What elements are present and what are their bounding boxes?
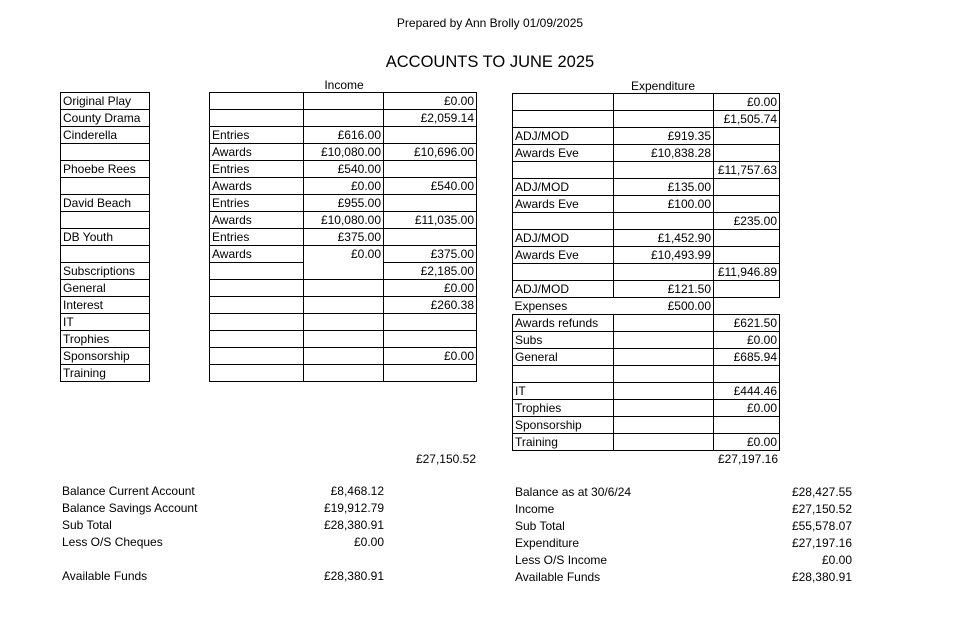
expenditure-row [513, 315, 780, 332]
page-title: ACCOUNTS TO JUNE 2025 [385, 53, 595, 71]
balance-left-row [62, 535, 384, 552]
income-type-cell [210, 314, 304, 331]
income-total-cell [384, 314, 477, 331]
category-cell [61, 246, 150, 263]
category-row [61, 263, 150, 280]
expenditure-total-cell: £0.00 [714, 332, 780, 349]
income-amount-cell [304, 110, 384, 127]
category-cell: Cinderella [61, 127, 150, 144]
category-row [61, 212, 150, 229]
expenditure-total-cell [714, 417, 780, 434]
category-cell: David Beach [61, 195, 150, 212]
category-row [61, 348, 150, 365]
income-row [210, 246, 477, 263]
expenditure-row [513, 145, 780, 162]
income-amount-cell: £955.00 [304, 195, 384, 212]
expenditure-label-cell: IT [513, 383, 614, 400]
category-cell: Subscriptions [61, 263, 150, 280]
category-row [61, 297, 150, 314]
expenditure-total-cell [714, 366, 780, 383]
income-type-cell [210, 110, 304, 127]
expenditure-total-cell [714, 230, 780, 247]
income-total-cell: £540.00 [384, 178, 477, 195]
expenditure-row [513, 179, 780, 196]
balance-left-value: £28,380.91 [323, 569, 384, 583]
expenditure-total-cell: £11,946.89 [714, 264, 780, 281]
category-row [61, 229, 150, 246]
income-amount-cell [304, 365, 384, 382]
expenditure-label-cell: Sponsorship [513, 417, 614, 434]
expenditure-row [513, 298, 780, 315]
expenditure-total-cell: £0.00 [714, 94, 780, 111]
category-row [61, 110, 150, 127]
balance-left-row [62, 518, 384, 535]
expenditure-label-cell: Awards Eve [513, 145, 614, 162]
expenditure-total-cell [714, 298, 780, 315]
expenditure-label-cell [513, 213, 614, 230]
expenditure-row [513, 349, 780, 366]
expenditure-row [513, 128, 780, 145]
expenditure-amount-cell [614, 213, 714, 230]
expenditure-amount-cell [614, 400, 714, 417]
income-type-cell [210, 93, 304, 110]
income-amount-cell: £10,080.00 [304, 212, 384, 229]
income-row [210, 365, 477, 382]
income-row [210, 144, 477, 161]
income-type-cell [210, 365, 304, 382]
expenditure-amount-cell: £121.50 [614, 281, 714, 298]
expenditure-label-cell [513, 264, 614, 281]
category-cell: DB Youth [61, 229, 150, 246]
expenditure-amount-cell: £500.00 [614, 298, 714, 315]
expenditure-label-cell [513, 111, 614, 128]
expenditure-row [513, 162, 780, 179]
expenditure-total-cell: £0.00 [714, 434, 780, 451]
income-row [210, 280, 477, 297]
balance-left-row [62, 501, 384, 518]
income-total-cell: £10,696.00 [384, 144, 477, 161]
income-row [210, 297, 477, 314]
expenditure-row [513, 366, 780, 383]
category-row [61, 280, 150, 297]
category-row [61, 144, 150, 161]
income-total-cell: £2,185.00 [384, 263, 477, 280]
income-amount-cell [304, 314, 384, 331]
expenditure-row [513, 94, 780, 111]
income-total-cell [384, 127, 477, 144]
expenditure-total-cell: £0.00 [714, 400, 780, 417]
category-row [61, 178, 150, 195]
balance-summary-left [62, 484, 384, 586]
income-total-cell [384, 229, 477, 246]
prepared-by: Prepared by Ann Brolly 01/09/2025 [396, 16, 584, 30]
expenditure-total-cell: £685.94 [714, 349, 780, 366]
expenditure-row [513, 400, 780, 417]
income-total-cell [384, 331, 477, 348]
expenditure-amount-cell [614, 111, 714, 128]
expenditure-amount-cell: £10,493.99 [614, 247, 714, 264]
income-row [210, 195, 477, 212]
balance-right-value: £0.00 [821, 553, 852, 567]
income-type-cell [210, 263, 304, 280]
balance-right-row [515, 536, 852, 553]
expenditure-total-cell: £444.46 [714, 383, 780, 400]
income-type-cell: Entries [210, 195, 304, 212]
income-grand-total: £27,150.52 [415, 452, 476, 466]
balance-left-value: £8,468.12 [330, 484, 384, 498]
income-category-table [60, 92, 150, 382]
category-cell: Phoebe Rees [61, 161, 150, 178]
category-row [61, 246, 150, 263]
expenditure-row [513, 417, 780, 434]
income-total-cell [384, 195, 477, 212]
income-heading: Income [324, 78, 364, 92]
expenditure-row [513, 230, 780, 247]
balance-right-value: £55,578.07 [791, 519, 852, 533]
expenditure-label-cell: Awards refunds [513, 315, 614, 332]
income-row [210, 93, 477, 110]
income-amount-cell: £375.00 [304, 229, 384, 246]
balance-summary-right [515, 485, 852, 587]
income-type-cell [210, 348, 304, 365]
income-row [210, 178, 477, 195]
income-type-cell [210, 331, 304, 348]
income-type-cell [210, 280, 304, 297]
expenditure-table [512, 93, 780, 451]
expenditure-label-cell: General [513, 349, 614, 366]
income-type-cell: Entries [210, 161, 304, 178]
expenditure-amount-cell [614, 332, 714, 349]
balance-left-value: £28,380.91 [323, 518, 384, 532]
balance-right-row [515, 519, 852, 536]
income-row [210, 348, 477, 365]
category-cell: IT [61, 314, 150, 331]
income-row [210, 161, 477, 178]
category-cell [61, 212, 150, 229]
income-type-cell: Entries [210, 127, 304, 144]
expenditure-label-cell [513, 162, 614, 179]
income-type-cell: Awards [210, 144, 304, 161]
income-amount-cell [304, 280, 384, 297]
expenditure-label-cell [513, 94, 614, 111]
expenditure-total-cell [714, 179, 780, 196]
expenditure-amount-cell: £100.00 [614, 196, 714, 213]
income-amount-cell [304, 331, 384, 348]
expenditure-amount-cell [614, 366, 714, 383]
category-cell: Trophies [61, 331, 150, 348]
expenditure-heading: Expenditure [630, 79, 696, 93]
expenditure-label-cell: ADJ/MOD [513, 230, 614, 247]
expenditure-row [513, 434, 780, 451]
expenditure-row [513, 111, 780, 128]
expenditure-amount-cell [614, 349, 714, 366]
expenditure-amount-cell [614, 264, 714, 281]
expenditure-row [513, 383, 780, 400]
category-cell: County Drama [61, 110, 150, 127]
expenditure-label-cell: Expenses [513, 298, 614, 315]
expenditure-label-cell: Trophies [513, 400, 614, 417]
balance-left-row [62, 569, 384, 586]
expenditure-amount-cell [614, 94, 714, 111]
income-type-cell: Awards [210, 212, 304, 229]
expenditure-amount-cell [614, 383, 714, 400]
income-amount-cell [304, 297, 384, 314]
income-total-cell: £0.00 [384, 280, 477, 297]
expenditure-amount-cell [614, 434, 714, 451]
category-cell [61, 178, 150, 195]
expenditure-row [513, 281, 780, 298]
category-row [61, 127, 150, 144]
category-row [61, 331, 150, 348]
balance-right-label: Available Funds [515, 570, 601, 584]
income-total-cell [384, 365, 477, 382]
balance-right-row [515, 502, 852, 519]
expenditure-label-cell: ADJ/MOD [513, 281, 614, 298]
category-row [61, 314, 150, 331]
income-total-cell: £375.00 [384, 246, 477, 263]
expenditure-label-cell: ADJ/MOD [513, 128, 614, 145]
expenditure-total-cell: £621.50 [714, 315, 780, 332]
expenditure-amount-cell: £10,838.28 [614, 145, 714, 162]
category-cell: Sponsorship [61, 348, 150, 365]
expenditure-total-cell: £1,505.74 [714, 111, 780, 128]
income-row [210, 110, 477, 127]
balance-right-label: Balance as at 30/6/24 [515, 485, 632, 499]
income-row [210, 331, 477, 348]
income-row [210, 127, 477, 144]
balance-right-row [515, 570, 852, 587]
category-cell: Training [61, 365, 150, 382]
expenditure-total-cell [714, 247, 780, 264]
income-type-cell: Awards [210, 246, 304, 263]
balance-left-label: Available Funds [62, 569, 148, 583]
income-total-cell [384, 161, 477, 178]
income-row [210, 314, 477, 331]
expenditure-total-cell: £11,757.63 [714, 162, 780, 179]
balance-left-label: Sub Total [62, 518, 112, 532]
income-total-cell: £2,059.14 [384, 110, 477, 127]
income-total-cell: £0.00 [384, 93, 477, 110]
balance-right-value: £28,427.55 [791, 485, 852, 499]
balance-right-row [515, 553, 852, 570]
income-row [210, 212, 477, 229]
income-amount-cell [304, 348, 384, 365]
category-cell: Interest [61, 297, 150, 314]
income-amount-cell [304, 263, 384, 280]
expenditure-row [513, 332, 780, 349]
category-cell: Original Play [61, 93, 150, 110]
income-amount-cell [304, 93, 384, 110]
balance-left-label: Balance Savings Account [62, 501, 198, 515]
balance-left-value: £0.00 [353, 535, 384, 549]
income-amount-cell: £616.00 [304, 127, 384, 144]
income-row [210, 263, 477, 280]
balance-left-label: Less O/S Cheques [62, 535, 163, 549]
expenditure-label-cell: Awards Eve [513, 196, 614, 213]
expenditure-amount-cell [614, 162, 714, 179]
category-row [61, 365, 150, 382]
income-type-cell: Entries [210, 229, 304, 246]
category-row [61, 93, 150, 110]
balance-right-label: Sub Total [515, 519, 565, 533]
balance-right-value: £27,197.16 [791, 536, 852, 550]
expenditure-label-cell: Subs [513, 332, 614, 349]
income-amount-cell: £0.00 [304, 246, 384, 263]
income-amount-cell: £0.00 [304, 178, 384, 195]
income-total-cell: £0.00 [384, 348, 477, 365]
balance-left-row [62, 484, 384, 501]
income-type-cell [210, 297, 304, 314]
expenditure-total-cell [714, 145, 780, 162]
expenditure-grand-total: £27,197.16 [717, 452, 778, 466]
balance-right-label: Income [515, 502, 555, 516]
income-total-cell: £11,035.00 [384, 212, 477, 229]
balance-left-row [62, 552, 384, 569]
expenditure-label-cell [513, 366, 614, 383]
expenditure-row [513, 213, 780, 230]
expenditure-amount-cell: £919.35 [614, 128, 714, 145]
income-amount-cell: £10,080.00 [304, 144, 384, 161]
balance-right-value: £28,380.91 [791, 570, 852, 584]
expenditure-total-cell: £235.00 [714, 213, 780, 230]
expenditure-row [513, 264, 780, 281]
balance-right-row [515, 485, 852, 502]
expenditure-amount-cell: £1,452.90 [614, 230, 714, 247]
expenditure-total-cell [714, 196, 780, 213]
expenditure-amount-cell [614, 417, 714, 434]
expenditure-row [513, 247, 780, 264]
category-row [61, 161, 150, 178]
income-total-cell: £260.38 [384, 297, 477, 314]
balance-right-label: Expenditure [515, 536, 580, 550]
balance-left-value: £19,912.79 [323, 501, 384, 515]
expenditure-label-cell: Training [513, 434, 614, 451]
balance-left-label: Balance Current Account [62, 484, 195, 498]
expenditure-label-cell: Awards Eve [513, 247, 614, 264]
income-amount-cell: £540.00 [304, 161, 384, 178]
expenditure-amount-cell [614, 315, 714, 332]
expenditure-row [513, 196, 780, 213]
expenditure-label-cell: ADJ/MOD [513, 179, 614, 196]
expenditure-total-cell [714, 281, 780, 298]
balance-right-value: £27,150.52 [791, 502, 852, 516]
category-cell: General [61, 280, 150, 297]
expenditure-amount-cell: £135.00 [614, 179, 714, 196]
income-type-cell: Awards [210, 178, 304, 195]
income-table [209, 92, 477, 382]
balance-right-label: Less O/S Income [515, 553, 608, 567]
income-row [210, 229, 477, 246]
category-row [61, 195, 150, 212]
expenditure-total-cell [714, 128, 780, 145]
category-cell [61, 144, 150, 161]
